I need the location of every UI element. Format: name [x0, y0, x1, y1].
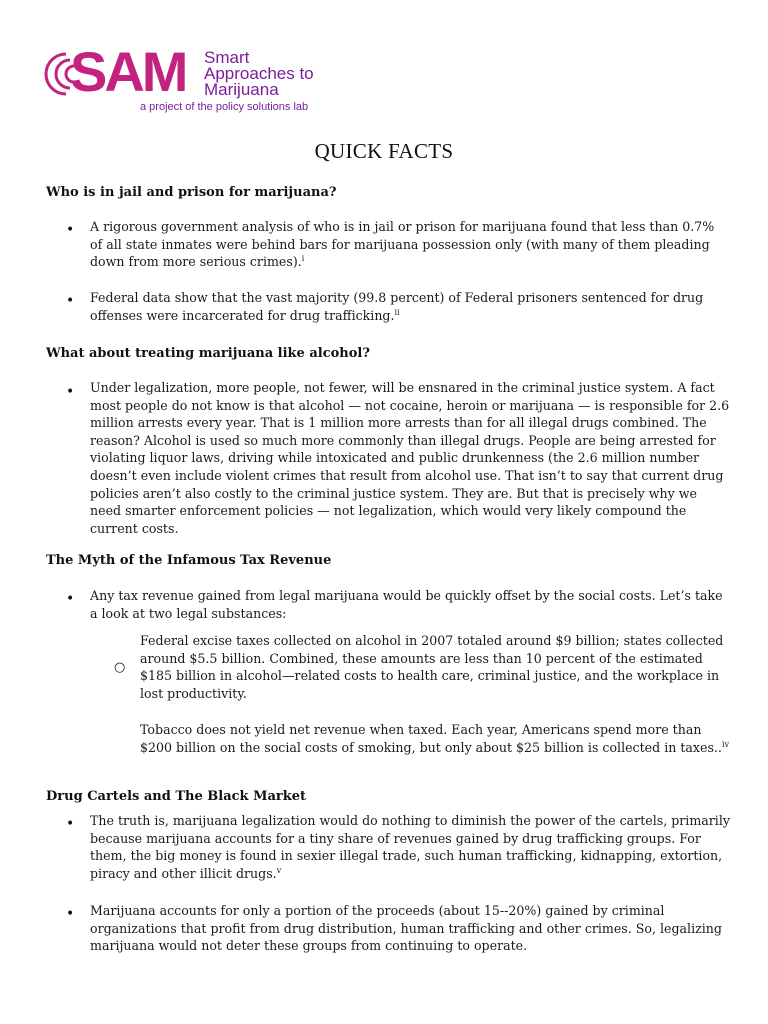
- logo-tagline: [204, 50, 314, 98]
- section-heading-alcohol: What about treating marijuana like alcohol?: [46, 346, 370, 361]
- tax-bullet-1: Any tax revenue gained from legal marijuana would be quickly offset by the social costs. Let’s take a look at two legal substances:: [90, 588, 723, 621]
- footnote-ref[interactable]: v: [276, 865, 282, 875]
- alcohol-bullet-1: Under legalization, more people, not fewer, will be ensnared in the criminal justice system. A fact most people do not know is that alcohol — not cocaine, heroin or marijuana — is responsible for 2.6 million arrests every year. That is 1 million more arrests than for all illegal drugs combined. The reason? Alcohol is used so much more commonly than illegal drugs. People are being arrested for violating liquor laws, driving while intoxicated and public drunkenness (the 2.6 million number doesn’t even include violent crimes that result from alcohol use. That isn’t to say that current drug policies aren’t also costly to the criminal justice system. They are. But that is precisely why we need smarter enforcement policies — not legalization, which would very likely compound the current costs.: [90, 380, 730, 536]
- footnote-ref[interactable]: iv: [721, 739, 730, 749]
- bullet-icon: •: [66, 384, 75, 400]
- cartels-bullet-1: The truth is, marijuana legalization would do nothing to diminish the power of the cartels, primarily because marijuana accounts for a tiny share of revenues gained by drug trafficking groups. For them, the big money is found in sexier illegal trade, such human trafficking, kidnapping, extortion, piracy and other illicit drugs.$^v$: [90, 813, 730, 881]
- section-heading-tax: The Myth of the Infamous Tax Revenue: [46, 553, 332, 568]
- cartels-bullet-2: Marijuana accounts for only a portion of the proceeds (about 15--20%) gained by criminal organizations that profit from drug distribution, human trafficking and other crimes. So, legalizing marijuana would not deter these groups from continuing to operate.: [90, 903, 722, 954]
- logo-line-3: Marijuana: [204, 80, 279, 99]
- section-heading-cartels: Drug Cartels and The Black Market: [46, 789, 307, 804]
- tax-sub-item-2: Tobacco does not yield net revenue when taxed. Each year, Americans spend more than $200 billion on the social costs of smoking, but only about $25 billion is collected in taxes..$^{iv}$: [140, 722, 730, 755]
- logo-line-1: Smart: [204, 48, 250, 67]
- jail-bullet-2: Federal data show that the vast majority (99.8 percent) of Federal prisoners sentenced for drug offenses were incarcerated for drug trafficking.$^{ii}$: [90, 290, 704, 323]
- sam-logo: [44, 40, 344, 116]
- logo-line-2: Approaches to: [204, 64, 314, 83]
- footnote-ref[interactable]: i: [301, 254, 305, 263]
- bullet-icon: •: [66, 222, 75, 238]
- bullet-icon: •: [66, 591, 75, 607]
- page-title: QUICK FACTS: [314, 139, 454, 163]
- jail-bullet-1: A rigorous government analysis of who is in jail or prison for marijuana found that less than 0.7% of all state inmates were behind bars for marijuana possession only (with many of them pleading down from more serious crimes).$^i$: [90, 219, 715, 270]
- bullet-icon: •: [66, 816, 75, 832]
- footnote-ref[interactable]: ii: [394, 307, 400, 317]
- tax-sub-item-1: Federal excise taxes collected on alcohol in 2007 totaled around $9 billion; states collected around $5.5 billion. Combined, these amounts are less than 10 percent of the estimated $185 billion in alcohol—related costs to health care, criminal justice, and the workplace in lost productivity.: [140, 633, 724, 701]
- logo-letters: SAM: [70, 40, 186, 103]
- section-heading-jail: Who is in jail and prison for marijuana?: [46, 185, 337, 200]
- circle-bullet-icon: ○: [114, 660, 126, 675]
- bullet-icon: •: [66, 293, 75, 309]
- bullet-icon: •: [66, 906, 75, 922]
- logo-subtitle: a project of the policy solutions lab: [140, 101, 309, 113]
